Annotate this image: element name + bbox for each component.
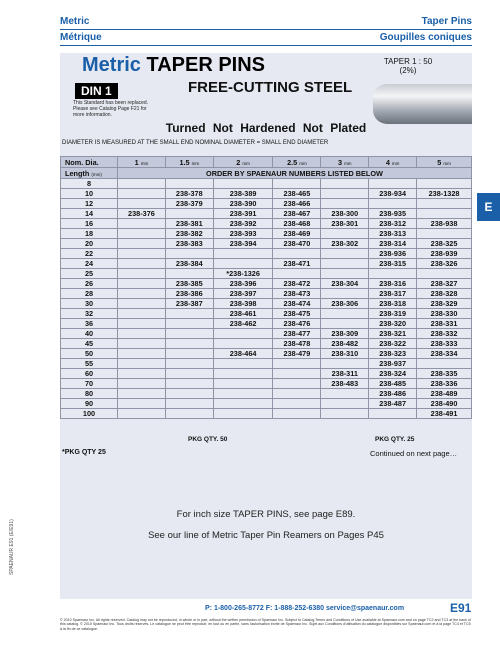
diameter-unit: mm [242,160,250,166]
part-number-cell: 238-300 [321,209,369,219]
part-number-cell: 238-470 [273,239,321,249]
table-row [61,289,472,299]
part-number-cell [273,179,321,189]
part-number-cell: 238-491 [417,409,472,419]
part-number-cell: 238-301 [321,219,369,229]
part-number-cell: 238-462 [213,319,273,329]
part-number-cell: 238-479 [273,349,321,359]
section-tab[interactable]: E [477,193,500,221]
page-number: E91 [450,601,472,615]
length-cell: 40 [61,329,118,339]
length-unit: (mm) [91,171,102,177]
part-number-cell: 238-482 [321,339,369,349]
part-number-cell: 238-490 [417,399,472,409]
part-number-cell [273,249,321,259]
diameter-value: 5 [437,157,442,167]
part-number-cell: 238-313 [369,229,417,239]
part-number-cell [213,379,273,389]
length-cell: 24 [61,259,118,269]
part-number-cell [213,249,273,259]
part-number-cell [165,249,213,259]
part-number-cell: 238-934 [369,189,417,199]
part-number-cell: 238-392 [213,219,273,229]
header-divider [60,29,472,30]
part-number-cell: 238-466 [273,199,321,209]
table-row [61,309,472,319]
part-number-cell: 238-329 [417,299,472,309]
title-main: TAPER PINS [146,54,266,76]
part-number-cell: 238-464 [213,349,273,359]
diameter-header-cell [118,157,166,168]
part-number-cell [369,269,417,279]
part-number-cell: 238-322 [369,339,417,349]
part-number-cell: 238-387 [165,299,213,309]
part-number-cell [321,409,369,419]
table-row [61,399,472,409]
part-number-cell [417,179,472,189]
part-number-cell [118,259,166,269]
part-number-cell: 238-461 [213,309,273,319]
part-number-cell [213,329,273,339]
header-left-top: Metric [60,16,90,27]
part-number-cell [118,289,166,299]
header-left-bottom: Métrique [60,32,102,43]
part-number-cell: 238-336 [417,379,472,389]
page-title [82,54,265,77]
part-number-cell [118,309,166,319]
part-number-cell [321,309,369,319]
part-number-cell: 238-389 [213,189,273,199]
part-number-cell: 238-323 [369,349,417,359]
part-number-cell: 238-306 [321,299,369,309]
table-row [61,359,472,369]
part-number-cell: 238-474 [273,299,321,309]
diameter-header-cell [321,157,369,168]
part-number-cell [273,269,321,279]
part-number-cell [369,199,417,209]
part-number-cell [118,379,166,389]
part-number-cell [321,359,369,369]
length-cell: 26 [61,279,118,289]
length-cell: 90 [61,399,118,409]
table-row [61,379,472,389]
pkg-qty-left: PKG QTY. 50 [188,436,228,443]
part-number-cell: 238-471 [273,259,321,269]
diameter-unit: mm [299,160,307,166]
length-cell: 22 [61,249,118,259]
part-number-cell [118,359,166,369]
part-number-cell: 238-475 [273,309,321,319]
replaced-note: This Standard has been replaced. Please see Catalog Page F21 for more information. [73,100,149,118]
part-number-cell: 238-936 [369,249,417,259]
table-row [61,199,472,209]
part-number-cell [165,409,213,419]
part-number-cell: 238-468 [273,219,321,229]
part-number-cell: 238-486 [369,389,417,399]
part-number-cell [118,249,166,259]
part-number-cell [369,409,417,419]
diameter-unit: mm [191,160,200,166]
part-number-cell [118,179,166,189]
part-number-cell: 238-309 [321,329,369,339]
part-number-cell: 238-330 [417,309,472,319]
part-number-cell [165,309,213,319]
length-header-row [61,168,472,179]
table-row [61,239,472,249]
material-heading: FREE-CUTTING STEEL [188,79,353,96]
diameter-value: 1.5 [179,157,190,167]
part-number-cell: 238-938 [417,219,472,229]
diameter-header-cell [369,157,417,168]
part-number-cell [417,209,472,219]
table-row [61,339,472,349]
part-number-cell: 238-397 [213,289,273,299]
length-cell: 30 [61,299,118,309]
part-number-cell [369,179,417,189]
part-number-cell: 238-473 [273,289,321,299]
diameter-unit: mm [443,160,451,166]
table-row [61,349,472,359]
part-number-cell: 238-304 [321,279,369,289]
length-label: Length [65,168,90,178]
part-number-cell [321,289,369,299]
part-number-cell: 238-379 [165,199,213,209]
part-number-cell [118,369,166,379]
part-number-cell [118,189,166,199]
table-row [61,249,472,259]
part-number-cell: 238-487 [369,399,417,409]
contact-line: P: 1-800-265-8772 F: 1-888-252-6380 service@spaenaur.com [205,605,405,612]
part-number-cell: 238-310 [321,349,369,359]
part-number-cell: 238-318 [369,299,417,309]
table-row [61,219,472,229]
part-number-cell [321,389,369,399]
table-row [61,259,472,269]
part-number-cell [321,259,369,269]
footnote: *PKG QTY 25 [62,449,106,456]
taper-percent: (2%) [399,66,417,75]
part-number-cell: 238-331 [417,319,472,329]
part-number-cell: 238-316 [369,279,417,289]
diameter-value: 2.5 [287,157,298,167]
part-number-cell [118,239,166,249]
part-number-cell [118,329,166,339]
part-number-cell [213,409,273,419]
part-number-cell: 238-381 [165,219,213,229]
taper-pin-image [373,84,472,124]
part-number-cell [213,399,273,409]
title-prefix: Metric [82,54,141,76]
continued-note: Continued on next page… [370,449,458,458]
part-number-cell [165,209,213,219]
part-number-cell: 238-939 [417,249,472,259]
part-number-cell: 238-325 [417,239,472,249]
part-number-cell [321,229,369,239]
part-number-cell: 238-312 [369,219,417,229]
part-number-cell: 238-321 [369,329,417,339]
pkg-qty-right: PKG QTY. 25 [375,436,415,443]
part-number-cell [118,319,166,329]
length-cell: 18 [61,229,118,239]
part-number-cell [273,369,321,379]
table-row [61,369,472,379]
part-number-cell [165,389,213,399]
header-divider-2 [60,45,472,46]
part-number-cell [165,359,213,369]
diameter-header-cell [165,157,213,168]
part-number-cell: 238-1328 [417,189,472,199]
part-number-cell [321,269,369,279]
part-number-cell [118,229,166,239]
part-number-cell [321,399,369,409]
part-number-cell: 238-332 [417,329,472,339]
diameter-value: 4 [385,157,390,167]
part-number-cell: 238-469 [273,229,321,239]
part-number-cell [273,399,321,409]
part-number-cell [165,399,213,409]
part-number-cell [118,399,166,409]
part-number-cell [321,249,369,259]
part-number-cell [118,299,166,309]
part-number-cell: 238-489 [417,389,472,399]
part-number-cell [118,339,166,349]
part-number-cell [321,189,369,199]
part-number-cell: 238-317 [369,289,417,299]
part-number-cell [118,279,166,289]
legal-text: © 2010 Spaenaur Inc. All rights reserved. Catalog may not be reproduced, in whole or in part, without the written permission of Spaenaur Inc. Subject to Catalog Terms and Conditions of Use available at Spaenaur.com and on page TC2 and TC3 at the back of this catalog. © 2010 Spaenaur Inc. Tous droits réservés. Le catalogue ne peut être reproduit, en tout ou en partie, sans l'autorisation écrite de Spaenaur Inc. Sujet aux Conditions d'utilisation du catalogue disponibles sur Spaenaur.com et à la page TC4 et TC5 à la fin de ce catalogue. [60,618,471,631]
part-number-cell [273,359,321,369]
diameter-value: 2 [236,157,241,167]
table-row [61,229,472,239]
part-number-cell: 238-485 [369,379,417,389]
part-number-table [60,156,472,419]
part-number-cell: 238-398 [213,299,273,309]
diameter-header-cell [417,157,472,168]
part-number-cell: 238-483 [321,379,369,389]
part-number-cell [118,389,166,399]
part-number-cell: 238-314 [369,239,417,249]
diameter-header-cell [273,157,321,168]
table-row [61,269,472,279]
part-number-cell: 238-396 [213,279,273,289]
length-cell: 36 [61,319,118,329]
length-cell: 70 [61,379,118,389]
part-number-cell: 238-467 [273,209,321,219]
taper-ratio: TAPER 1 : 50 [383,57,433,66]
part-number-cell: 238-302 [321,239,369,249]
table-row [61,319,472,329]
part-number-cell [118,199,166,209]
part-number-cell [213,259,273,269]
part-number-cell: 238-333 [417,339,472,349]
part-number-cell: 238-378 [165,189,213,199]
part-number-cell: 238-311 [321,369,369,379]
diameter-value: 1 [134,157,139,167]
side-text: SPAENAUR E91 (E/E91) [9,519,15,575]
part-number-cell: 238-476 [273,319,321,329]
finish-line: Turned Not Hardened Not Plated [165,121,367,135]
part-number-cell [273,379,321,389]
part-number-cell [118,409,166,419]
part-number-cell: 238-472 [273,279,321,289]
part-number-cell: 238-327 [417,279,472,289]
length-cell: 12 [61,199,118,209]
diameter-unit: mm [344,160,352,166]
length-cell: 45 [61,339,118,349]
part-number-cell: 238-376 [118,209,166,219]
taper-spec [378,57,438,75]
part-number-cell [165,329,213,339]
length-cell: 10 [61,189,118,199]
part-number-cell: 238-935 [369,209,417,219]
length-label-cell [61,168,118,179]
part-number-cell [273,409,321,419]
part-number-cell: 238-335 [417,369,472,379]
part-number-cell: 238-465 [273,189,321,199]
length-cell: 25 [61,269,118,279]
part-number-cell: 238-391 [213,209,273,219]
diameter-note: DIAMETER IS MEASURED AT THE SMALL END NOMINAL DIAMETER = SMALL END DIAMETER [62,140,329,146]
part-number-cell [165,319,213,329]
length-cell: 80 [61,389,118,399]
length-cell: 14 [61,209,118,219]
part-number-cell [417,229,472,239]
part-number-cell: 238-383 [165,239,213,249]
table-row [61,279,472,289]
nom-dia-label: Nom. Dia. [61,157,118,168]
part-number-cell [417,269,472,279]
length-cell: 16 [61,219,118,229]
part-number-cell: 238-390 [213,199,273,209]
part-number-cell: 238-334 [417,349,472,359]
part-number-cell [213,359,273,369]
part-number-cell [165,179,213,189]
length-cell: 32 [61,309,118,319]
length-cell: 28 [61,289,118,299]
length-cell: 8 [61,179,118,189]
diameter-unit: mm [140,160,149,166]
diameter-header-row [61,157,472,168]
length-cell: 55 [61,359,118,369]
part-number-cell [165,349,213,359]
part-number-cell [273,389,321,399]
reamers-note: See our line of Metric Taper Pin Reamers on Pages P45 [148,530,384,541]
part-number-cell [118,219,166,229]
diameter-header-cell [213,157,273,168]
header-right-top: Taper Pins [421,16,472,27]
din-badge: DIN 1 [75,83,118,99]
table-row [61,389,472,399]
part-number-cell [118,269,166,279]
part-number-cell: 238-478 [273,339,321,349]
part-number-cell: 238-320 [369,319,417,329]
part-number-cell: 238-326 [417,259,472,269]
part-number-cell [321,199,369,209]
part-number-cell: 238-382 [165,229,213,239]
part-number-cell: 238-319 [369,309,417,319]
header-right-bottom: Goupilles coniques [379,32,472,43]
inch-size-note: For inch size TAPER PINS, see page E89. [176,509,356,520]
table-row [61,179,472,189]
part-number-cell [165,269,213,279]
part-number-cell [321,179,369,189]
part-number-cell: 238-328 [417,289,472,299]
part-number-cell: 238-386 [165,289,213,299]
part-number-cell [118,349,166,359]
part-number-cell [213,339,273,349]
table-row [61,409,472,419]
diameter-unit: mm [391,160,400,166]
diameter-value: 3 [337,157,343,167]
part-number-cell [165,339,213,349]
order-label: ORDER BY SPAENAUR NUMBERS LISTED BELOW [118,168,472,179]
table-row [61,209,472,219]
part-number-cell [213,369,273,379]
part-number-cell: 238-385 [165,279,213,289]
part-number-cell [165,369,213,379]
part-number-cell: *238-1326 [213,269,273,279]
part-number-cell: 238-315 [369,259,417,269]
table-row [61,189,472,199]
part-number-cell: 238-937 [369,359,417,369]
length-cell: 60 [61,369,118,379]
part-number-cell: 238-394 [213,239,273,249]
length-cell: 20 [61,239,118,249]
part-number-cell [213,389,273,399]
table-row [61,299,472,309]
part-number-cell [213,179,273,189]
part-number-cell: 238-393 [213,229,273,239]
part-number-cell [417,199,472,209]
part-number-cell [417,359,472,369]
part-number-cell: 238-477 [273,329,321,339]
part-number-cell [165,379,213,389]
part-number-cell: 238-324 [369,369,417,379]
length-cell: 100 [61,409,118,419]
part-number-cell [321,319,369,329]
length-cell: 50 [61,349,118,359]
part-number-cell: 238-384 [165,259,213,269]
table-row [61,329,472,339]
